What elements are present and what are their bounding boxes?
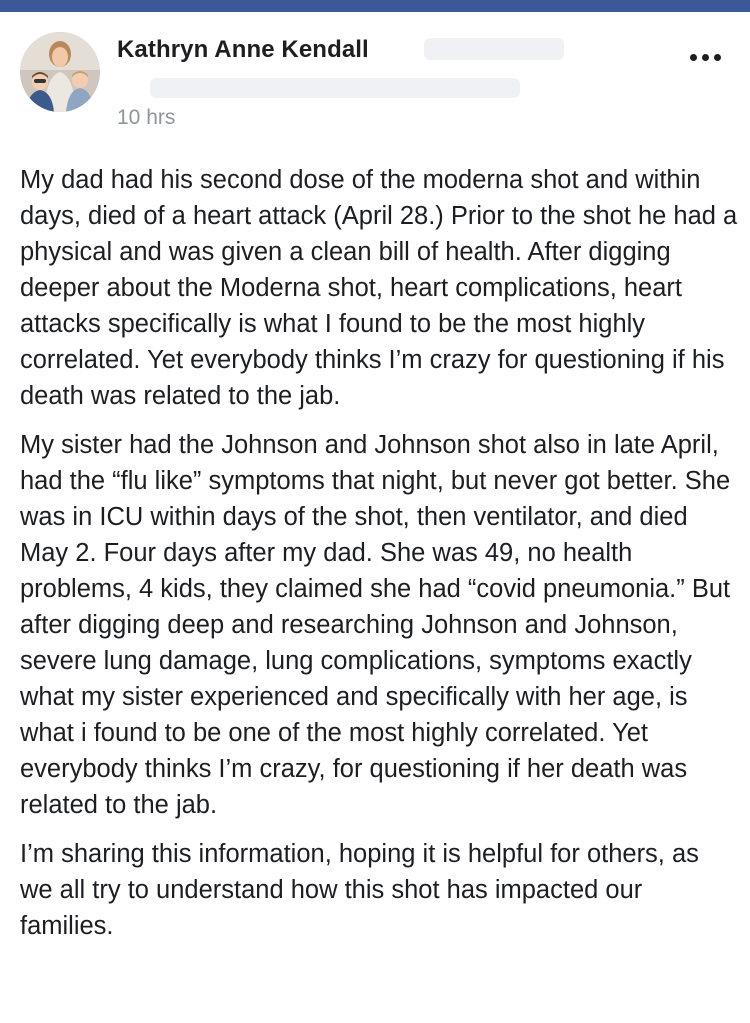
post-paragraph: My sister had the Johnson and Johnson shot also in late April, had the “flu like” symptoms that night, but never got better. She was in ICU within days of the shot, then ventilator, and died May 2. Four days after my dad. She was 49, no health problems, 4 kids, they claimed she had “covid pneumonia.” But after digging deep and researching Johnson and Johnson, severe lung damage, lung complications, symptoms exactly what my sister experienced and specifically with her age, is what i found to be one of the most highly correlated. Yet everybody thinks I’m crazy, for questioning if her death was related to the jab. xyxy=(20,431,731,819)
post-paragraph: I’m sharing this information, hoping it is helpful for others, as we all try to understand how this shot has impacted our families. xyxy=(20,840,699,940)
header-bar xyxy=(0,0,750,12)
blurred-text xyxy=(424,38,564,60)
blurred-text xyxy=(150,78,520,98)
more-horizontal-icon xyxy=(714,54,721,61)
post-paragraph: My dad had his second dose of the moderna shot and within days, died of a heart attack (April 28.) Prior to the shot he had a physical and was given a clean bill of health. After digging deeper about the Moderna shot, heart complications, heart attacks specifically is what I found to be the most highly correlated. Yet everybody thinks I’m crazy for questioning if his death was related to the jab. xyxy=(20,166,738,410)
avatar[interactable] xyxy=(20,32,100,112)
timestamp[interactable]: 10 hrs xyxy=(117,106,176,129)
more-horizontal-icon xyxy=(690,54,697,61)
more-horizontal-icon xyxy=(702,54,709,61)
more-options-button[interactable] xyxy=(686,46,726,68)
author-name[interactable]: Kathryn Anne Kendall xyxy=(117,36,369,63)
post-card xyxy=(0,12,750,1023)
post-body xyxy=(20,162,738,957)
